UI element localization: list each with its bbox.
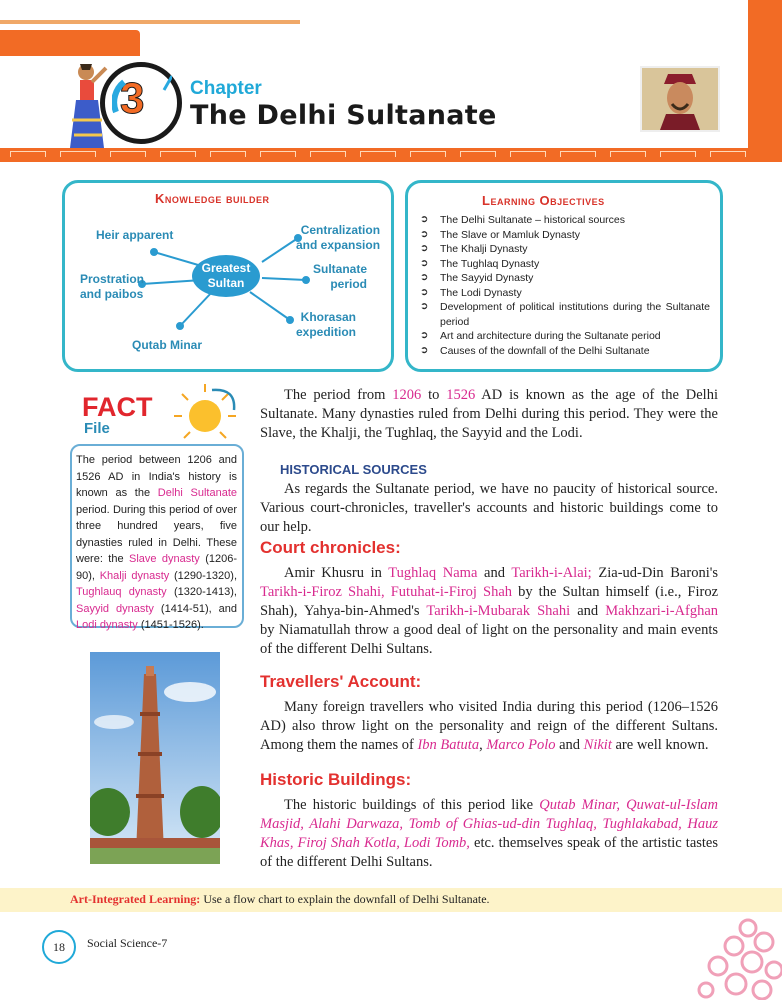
- list-item: ➲ Development of political institutions during the Sultanate period: [420, 301, 710, 328]
- badge-decoration-icon: [112, 72, 172, 132]
- book-name: Social Science-7: [87, 936, 168, 950]
- khorasan-expedition-label: Khorasan expedition: [296, 310, 357, 339]
- arrow-icon: ➲: [420, 257, 429, 269]
- court-chronicles-heading: Court chronicles:: [260, 538, 401, 557]
- header-band: [0, 148, 782, 162]
- list-item: ➲ The Slave or Mamluk Dynasty: [420, 228, 581, 241]
- travellers-account-heading: Travellers' Account:: [260, 672, 422, 691]
- list-item: ➲ The Sayyid Dynasty: [420, 272, 534, 284]
- lightbulb-sun-icon: [170, 382, 240, 444]
- sultan-portrait-image: [640, 66, 720, 132]
- list-item: ➲ Causes of the downfall of the Delhi Sultanate: [420, 344, 650, 357]
- list-item: ➲ Art and architecture during the Sultanate period: [420, 330, 661, 342]
- centralization-label: Centralization and expansion: [296, 223, 381, 252]
- fact-file-text: The period between 1206 and 1526 AD in India's history is known as the Delhi Sultanate period. During this period of over three hundred years, five dynasties ruled in Delhi. These were: the Slave dynasty (1206-90), Khalji dynasty (1290-1320), Tughlauq dynasty (1320-1413), Sayyid dynasty (1414-51), and Lodi dynasty (1451-1526).: [76, 454, 238, 631]
- travellers-account-paragraph: Many foreign travellers who visited India during this period (1206–1526 AD) also throw light on the personality and reign of the different Sultans. Among them the names of Ibn Batuta, Marco Polo and Nikit are well known.: [260, 699, 718, 753]
- arrow-icon: ➲: [420, 214, 429, 225]
- arrow-icon: ➲: [420, 344, 429, 356]
- decorative-circles-icon: [690, 914, 782, 1000]
- chapter-number: 3: [120, 74, 145, 123]
- learning-objectives-list: [420, 213, 710, 358]
- header-right-bar: [748, 0, 782, 160]
- art-integrated-text: Art-Integrated Learning: Use a flow chart to explain the downfall of Delhi Sultanate.: [70, 892, 490, 906]
- historical-sources-heading: HISTORICAL SOURCES: [280, 462, 427, 477]
- learning-objectives-title: Learning Objectives: [482, 193, 605, 208]
- arrow-icon: ➲: [420, 272, 429, 283]
- qutab-minar-label: Qutab Minar: [132, 338, 203, 352]
- page-number: 18: [42, 930, 76, 964]
- heir-apparent-label: Heir apparent: [96, 228, 174, 242]
- file-title: File: [84, 420, 110, 437]
- arrow-icon: ➲: [420, 286, 429, 298]
- historical-sources-paragraph: As regards the Sultanate period, we have no paucity of historical source. Various court-chronicles, traveller's accounts and historic buildings come to our help.: [260, 481, 718, 535]
- arrow-icon: ➲: [420, 301, 429, 312]
- greatest-sultan-node: Greatest Sultan: [192, 255, 260, 297]
- arrow-icon: ➲: [420, 330, 429, 341]
- sultanate-period-label: Sultanate period: [313, 262, 368, 291]
- qutab-minar-image: [90, 652, 220, 864]
- historic-buildings-heading: Historic Buildings:: [260, 770, 412, 789]
- header-orange-tab: [0, 30, 140, 56]
- header-stripe: [0, 20, 300, 24]
- chapter-label: Chapter: [190, 78, 262, 99]
- chapter-title: The Delhi Sultanate: [190, 100, 497, 131]
- list-item: ➲ The Khalji Dynasty: [420, 243, 528, 255]
- prostration-label: Prostration and paibos: [80, 272, 145, 301]
- court-chronicles-paragraph: Amir Khusru in Tughlaq Nama and Tarikh-i-Alai; Zia-ud-Din Baroni's Tarikh-i-Firoz Shahi, Futuhat-i-Firoj Shah by the Sultan himself (i.e., Firoz Shah), Yahya-bin-Ahmed's Tarikh-i-Mubarak Shahi and Makhzari-i-Afghan by Niamatullah throw a good deal of light on the personality and main events of the different Delhi Sultans.: [260, 565, 719, 657]
- historic-buildings-paragraph: The historic buildings of this period like Qutab Minar, Quwat-ul-Islam Masjid, Alahi Darwaza, Tomb of Ghias-ud-din Tughlaq, Tughlakabad, Hauz Khas, Firoj Shah Kotla, Lodi Tomb, etc. themselves speak of the artistic tastes of the different Delhi Sultans.: [260, 797, 718, 870]
- intro-paragraph: The period from 1206 to 1526 AD is known as the age of the Delhi Sultanate. Many dynasties ruled from Delhi during this period. They were the Slave, the Khalji, the Tughlaq, the Sayyid and the Lodi.: [260, 387, 718, 441]
- fact-title: FACT: [82, 392, 153, 422]
- arrow-icon: ➲: [420, 243, 429, 254]
- arrow-icon: ➲: [420, 228, 429, 240]
- list-item: ➲ The Delhi Sultanate – historical sources: [420, 214, 626, 226]
- list-item: ➲ The Lodi Dynasty: [420, 286, 522, 299]
- knowledge-builder-title: Knowledge builder: [155, 191, 270, 206]
- list-item: ➲ The Tughlaq Dynasty: [420, 257, 540, 270]
